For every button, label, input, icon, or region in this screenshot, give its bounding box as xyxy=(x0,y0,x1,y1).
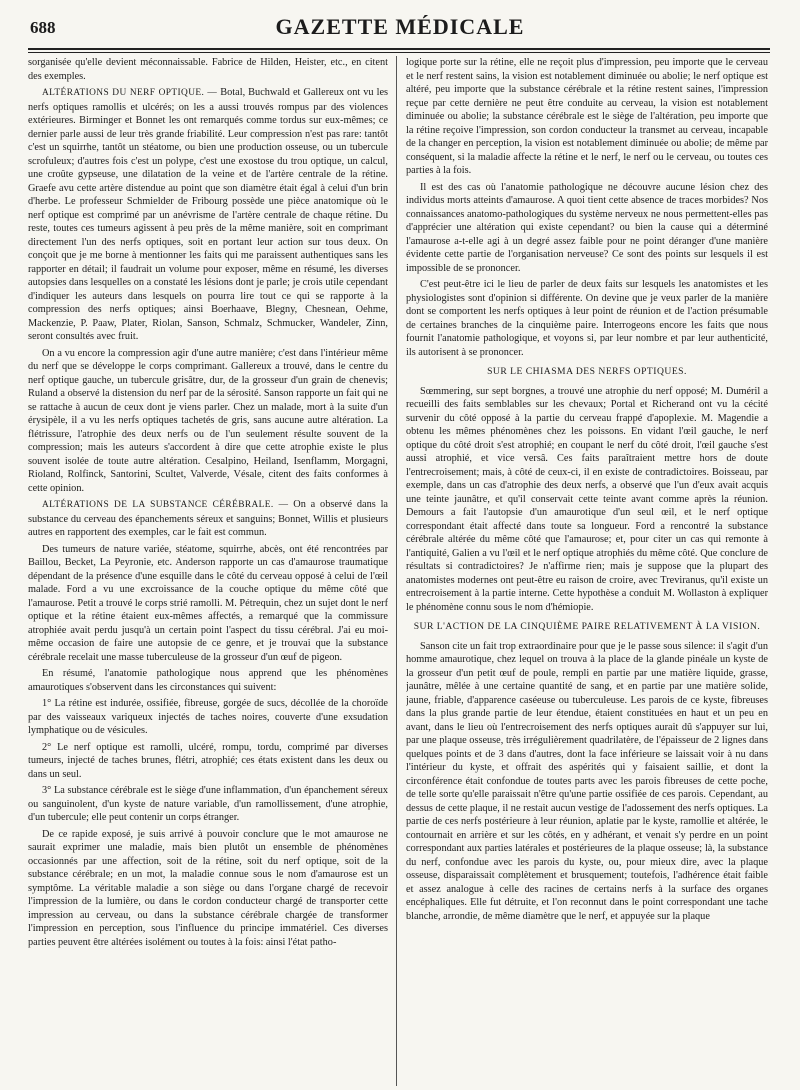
paragraph: Sœmmering, sur sept borgnes, a trouvé une atrophie du nerf opposé; M. Duméril a recueilli des faits semblables sur les chevaux; Portal et Richerand ont vu la cécité survenir du côté opposé à la partie du cerveau frappé d'apoplexie. M. Magendie a obtenu les mêmes phénomènes chez les poissons. En vidant l'œil gauche, le nerf optique du côté droit s'est atrophié; en coupant le nerf du côté droit, l'œil gauche s'est aussi atrophié, et vice versâ. Ces faits paraîtraient mettre hors de doute l'entrecroisement; mais, à côté de ceux-ci, il en existe de contradictoires. Boisseau, par exemple, dans un cas d'atrophie des deux nerfs, a observé que l'un d'eux avait acquis une teinte jaunâtre, et qu'il conservait cette teinte avant comme après la réunion. Demours a fait l'autopsie d'un amaurotique d'un seul œil, et le nerf optique correspondant était affecté dans toute sa longueur. Ford a rencontré la substance cérébrale altérée du même côté que l'amaurose; et, pour citer un cas qui remonte à l'antiquité, Galien a vu l'œil et le nerf optique atrophiés du même côté. Que conclure de résultats si contradictoires? Je n'affirme rien; mais je suppose que la plupart des anatomistes modernes ont peut-être eu raison de croire, avec Treviranus, qu'il existe un entrecroisement à la partie interne. Cette hypothèse a conduit M. Wollaston à expliquer le phénomène connu sous le nom d'hémiopie. xyxy=(406,385,768,613)
page-header xyxy=(0,0,800,56)
paragraph: De ce rapide exposé, je suis arrivé à pouvoir conclure que le mot amaurose ne saurait exprimer une maladie, mais bien plutôt un ensemble de phénomènes occasionnés par une affection, soit de la rétine, soit du nerf optique, soit de la substance cérébrale; en un mot, la maladie connue sous le nom d'amaurose est un symptôme. La véritable maladie a son siège ou dans l'organe chargé de recevoir l'impression de la lumière, ou dans le cordon conducteur chargé de transporter cette impression au cerveau, ou dans la substance cérébrale chargée de transformer l'impression en perception, sous l'influence du principe immatériel. Ces diverses parties peuvent être altérées isolément ou toutes à la fois: ainsi l'état patho- xyxy=(28,828,388,948)
list-item: 3° La substance cérébrale est le siège d'une inflammation, d'un épanchement séreux ou sanguinolent, d'un kyste de nature variable, d'un ramollissement, d'une atrophie, d'un tubercule; elle peut contenir un corps étranger. xyxy=(28,785,388,823)
header-rule-thin xyxy=(28,52,770,53)
section-heading: ALTÉRATIONS DU NERF OPTIQUE. — xyxy=(42,88,218,98)
paragraph: Il est des cas où l'anatomie pathologique ne découvre aucune lésion chez des individus morts atteints d'amaurose. A quoi tient cette absence de traces morbides? Nos connaissances anatomo-pathologiques du système nerveux ne nous permettent-elles pas d'apprécier une altération qui existe cependant? ou bien la cause qui a déterminé l'amaurose a-t-elle agi à un degré assez faible pour ne point déranger d'une manière évidente cette partie de l'organisation nerveuse? Ce sont des points sur lesquels il est impossible de se prononcer. xyxy=(406,181,768,274)
section-heading-chiasma: SUR LE CHIASMA DES NERFS OPTIQUES. xyxy=(487,366,687,377)
journal-title: GAZETTE MÉDICALE xyxy=(275,14,525,39)
header-rule-thick xyxy=(28,48,770,50)
paragraph: C'est peut-être ici le lieu de parler de deux faits sur lesquels les anatomistes et les physiologistes sont d'opinion si différente. On devine que je veux parler de la manière dont se comportent les nerfs optiques à leur point de réunion et de l'action présumable de certaines branches de la cinquième paire. Interrogeons encore les faits que nous fournit l'anatomie pathologique, et voyons si, par leur nombre et par leur authenticité, ils autorisent à se prononcer. xyxy=(406,279,768,358)
paragraph: Des tumeurs de nature variée, stéatome, squirrhe, abcès, ont été rencontrées par Baillou, Becket, La Peyronie, etc. Anderson rapporte un cas d'amaurose traumatique dépendant de la présence d'une esquille dans le côté du cerveau opposé à celui de l'œil malade. Ford a vu une excroissance de la couche optique du même côté que l'amaurose. Petit a trouvé le corps strié ramolli. M. Pétrequin, chez un sujet dont le nerf optique et la rétine étaient eux-mêmes affectés, a remarqué que la commissure atrophiée avait perdu jusqu'à un certain point l'aspect du tissu cérébral. J'ai eu moi-même occasion de faire une autopsie de ce genre, et je trouvai que la substance cérébrale recelait une masse tuberculeuse de la grosseur d'un œuf de pigeon. xyxy=(28,543,388,663)
page-number: 688 xyxy=(30,18,56,37)
column-divider xyxy=(396,56,397,1086)
left-column xyxy=(28,56,388,1086)
list-item: 1° La rétine est indurée, ossifiée, fibreuse, gorgée de sucs, décollée de la choroïde par des vaisseaux variqueux injectés de taches noires, couverte d'une exsudation lymphatique ou de vésicules. xyxy=(28,698,388,736)
paragraph: On a vu encore la compression agir d'une autre manière; c'est dans l'intérieur même du nerf que se développe le corps comprimant. Gallereux a trouvé, dans le centre du nerf optique gauche, un tubercule grisâtre, dur, de la grosseur d'un grain de chenevis; Ruland a observé la distension du nerf par de la sérosité. Sanson rapporte un fait qui ne se rattache à aucun de ceux dont je viens parler. Chez un malade, mort à la suite d'un érysipèle, il a vu les nerfs optiques tachetés de gris, sans aucune autre altération. La flétrissure, l'atrophie des deux nerfs ou de l'un seulement résulte souvent de la compression; mais les auteurs s'accordent à dire que cette atrophie existe le plus souvent isolée de toute autre altération. Cesalpino, Heiland, Isenflamm, Morgagni, Rioland, Rolfinck, Santorini, Scultet, Valverde, Vésale, citent des faits conformes à cette opinion. xyxy=(28,347,388,494)
paragraph: logique porte sur la rétine, elle ne reçoit plus d'impression, peu importe que le cerveau et le nerf restent sains, la vision est notablement diminuée ou abolie; le nerf optique est altéré, peu importe que la substance cérébrale et la rétine restent saines, l'impression reçue par cette dernière ne peut être conduite au cerveau, la vision est notablement diminuée ou abolie; la substance cérébrale est le siège de l'altération, peu importe que la rétine reçoive l'impression, son cordon conducteur la transmet au cerveau, incapable de la changer en perception, la vision est notablement diminuée ou abolie; de même par conséquent, si la maladie affecte la rétine et le nerf, le nerf ou le cerveau, ou toutes ces parties à la fois. xyxy=(406,57,768,176)
paragraph-text: Botal, Buchwald et Gallereux ont vu les nerfs optiques ramollis et ulcérés; on les a aussi trouvés rompus par des violences extérieures. Birminger et Bonnet les ont remarqués comme tordus sur eux-mêmes; ce dernier parle aussi de leur très grande friabilité. Leur compression n'est pas rare: tantôt c'est un squirrhe, tantôt un stéatome, ou bien une production osseuse, ou un tubercule scrofuleux; d'autres fois c'est un polype, c'est une exostose du trou optique, un calcul, une croûte gypseuse, une dilatation de la veine et de l'artère centrale de la rétine. Graefe avu cette artère distendue au point que son diamètre était égal à celui d'un brin d'herbe. Le professeur Schmielder de Fribourg possède une pièce anatomique où le nerf optique est comprimé par un anévrisme de l'artère centrale de chaque rétine. Du reste, toutes ces tumeurs agissent à peu près de la même manière, soit en comprimant directement l'un des nerfs optiques, soit en portant leur action sur tous deux. On conçoit que je me borne à mentionner les faits qui me paraissent authentiques sans les rapporter en détail; il faudrait un volume pour exposer, même en résumé, les diverses autopsies dans lesquelles on a constaté les lésions dont je parle; je crois utile cependant d'indiquer les auteurs dans lesquels on pourra lire tout ce qui se rapporte à la compression des nerfs optiques; ainsi Boerhaave, Blegny, Chesnean, Oehme, Mackenzie, P. Paaw, Plater, Riolan, Sanson, Schmalz, Schmucker, Wandeler, Zinn, seront consultés avec fruit. xyxy=(28,87,388,342)
section-heading-fifth-pair: SUR L'ACTION DE LA CINQUIÈME PAIRE RELATIVEMENT À LA VISION. xyxy=(413,621,761,632)
paragraph-text: On a observé dans la substance du cerveau des épanchements séreux et sanguins; Bonnet, Willis et plusieurs autres en rapportent des exemples, car le fait est commun. xyxy=(28,499,388,538)
list-item: 2° Le nerf optique est ramolli, ulcéré, rompu, tordu, comprimé par diverses tumeurs, injecté de taches brunes, flétri, atrophié; ces états existent dans les deux ou dans un seul. xyxy=(28,741,388,780)
section-heading: ALTÉRATIONS DE LA SUBSTANCE CÉRÉBRALE. — xyxy=(42,500,289,510)
right-column xyxy=(406,56,768,1086)
paragraph: sorganisée qu'elle devient méconnaissable. Fabrice de Hilden, Heister, etc., en citent des exemples. xyxy=(28,57,388,82)
paragraph: En résumé, l'anatomie pathologique nous apprend que les phénomènes amaurotiques s'observent dans les circonstances qui suivent: xyxy=(28,668,388,693)
paragraph-optic-nerve xyxy=(28,86,388,344)
paragraph: Sanson cite un fait trop extraordinaire pour que je le passe sous silence: il s'agit d'un homme amaurotique, chez lequel on trouva à la place de la glande pinéale un kyste de la grosseur d'un petit œuf de poule, rempli en partie par une matière liquide, grasse, jaunâtre, mêlée à une certaine quantité de sang, et en partie par une matière solide, jaune, friable, d'apparence caséeuse ou tuberculeuse. Les parois de ce kyste, fibreuses dans la plus grande partie de leur étendue, étaient constituées en haut et un peu en avant, dans le lieu où l'entrecroisement des nerfs optiques aurait dû s'appuyer sur lui, par une plaque osseuse, très irrégulièrement quadrilatère, de l'épaisseur de 2 lignes dans quelques points et de 3 dans d'autres, dont la face inférieure se laissait voir à nu dans l'intérieur du kyste, et offrait des aspérités qui y faisaient saillie, et dont la circonférence était confondue de toutes parts avec les parois fibreuses de cette poche, de telle sorte qu'elle paraissait n'être qu'une partie ossifiée de ces parois. Cependant, au dessus de cette plaque, il ne restait aucun vestige de l'adossement des nerfs optiques. La partie de ces nerfs postérieure à leur réunion, aplatie par le kyste, ramollie et altérée, le contournait en arrière et sur les côtés, en y adhérant, et venait s'y perdre en un point correspondant aux parties latérales et postérieures de la plaque osseuse; là, la substance du nerf, confondue avec les parois du kyste, ou, pour mieux dire, avec la plaque osseuse, disparaissait complètement et brusquement; toutefois, l'adhérence était faible et assez analogue à celle des racines de certains nerfs à la surface des organes encéphaliques. Elle fut détruite, et l'on reconnut dans le point correspondant une tache blanche, arrondie, de même diamètre que le nerf, et appuyée sur la plaque xyxy=(406,640,768,922)
paragraph-cerebral xyxy=(28,498,388,540)
